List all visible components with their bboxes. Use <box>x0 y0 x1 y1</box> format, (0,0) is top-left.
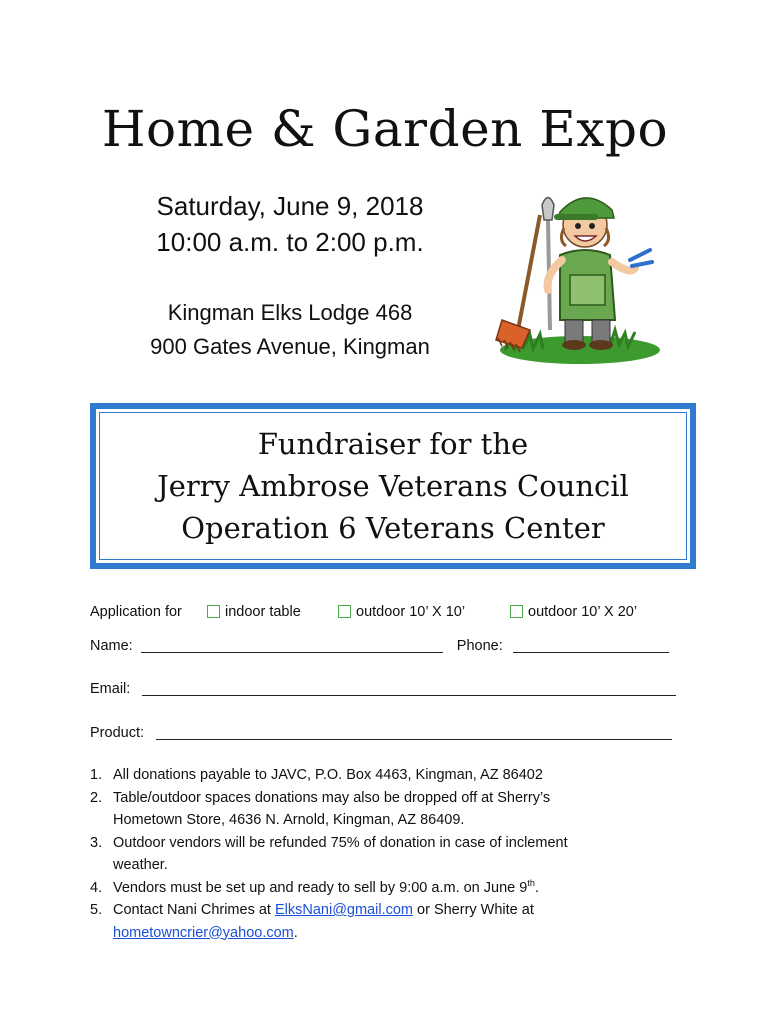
list-item: 3. Outdoor vendors will be refunded 75% of donation in case of inclement weather. <box>90 834 568 873</box>
banner-line-1: Fundraiser for the <box>257 427 529 461</box>
indoor-table-label: indoor table <box>225 604 301 620</box>
fundraiser-banner <box>90 403 696 569</box>
event-time: 10:00 a.m. to 2:00 p.m. <box>156 227 424 257</box>
indoor-table-checkbox[interactable] <box>207 605 220 618</box>
list-item: 4. Vendors must be set up and ready to sell by 9:00 a.m. on June 9th. <box>90 877 539 896</box>
venue-address: 900 Gates Avenue, Kingman <box>150 334 430 359</box>
name-label: Name: <box>90 638 133 654</box>
venue-name: Kingman Elks Lodge 468 <box>167 300 413 325</box>
email-link-elksnani[interactable]: ElksNani@gmail.com <box>274 902 413 918</box>
option-outdoor-10x10[interactable] <box>338 604 465 620</box>
list-item: 1. All donations payable to JAVC, P.O. Box 4463, Kingman, AZ 86402 <box>90 767 543 783</box>
product-label: Product: <box>90 725 144 741</box>
option-outdoor-10x20[interactable] <box>510 604 637 620</box>
application-label: Application for <box>90 604 182 620</box>
phone-field[interactable] <box>513 638 669 653</box>
name-field[interactable] <box>141 638 443 653</box>
outdoor-10x10-checkbox[interactable] <box>338 605 351 618</box>
email-link-hometowncrier[interactable]: hometowncrier@yahoo.com <box>113 924 294 941</box>
banner-line-3: Operation 6 Veterans Center <box>181 511 605 545</box>
gardener-illustration <box>490 180 660 365</box>
phone-label: Phone: <box>456 638 503 654</box>
outdoor-10x20-label: outdoor 10’ X 20’ <box>528 604 638 620</box>
email-label: Email: <box>90 681 131 697</box>
outdoor-10x10-label: outdoor 10’ X 10’ <box>356 604 466 620</box>
outdoor-10x20-checkbox[interactable] <box>510 605 523 618</box>
email-field[interactable] <box>142 681 676 696</box>
event-date: Saturday, June 9, 2018 <box>156 191 424 221</box>
option-indoor-table[interactable] <box>207 604 301 620</box>
banner-line-2: Jerry Ambrose Veterans Council <box>157 469 629 503</box>
list-item: 2. Table/outdoor spaces donations may also be dropped off at Sherry’s Hometown Store, 4636 N. Arnold, Kingman, AZ 86409. <box>90 789 551 828</box>
event-info <box>120 188 460 364</box>
list-item: 5. Contact Nani Chrimes at ElksNani@gmail.com or Sherry White at hometowncrier@yahoo.com. <box>90 902 534 941</box>
notes-list <box>90 764 650 944</box>
product-field[interactable] <box>156 725 672 740</box>
page-title: Home & Garden Expo <box>101 100 669 158</box>
